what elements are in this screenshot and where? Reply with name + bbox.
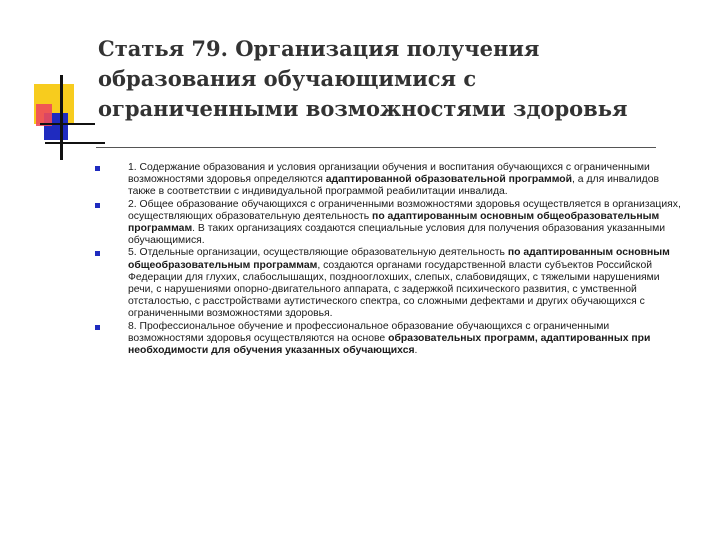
item-text: 1. Содержание образования и условия организации обучения и воспитания обучающихся с ограниченными возможностями здоровья определяются: [128, 162, 650, 186]
bullet-square-icon: [95, 166, 100, 171]
item-text-bold: адаптированной образовательной программой: [325, 174, 572, 186]
bullet-square-icon: [95, 203, 100, 208]
item-text-bold: образовательных программ, адаптированных при необходимости для обучения указанных обучающихся: [128, 332, 651, 357]
slide-title: Статья 79. Организация получения образования обучающимися с ограниченными возможностями здоровья: [98, 36, 628, 121]
item-text-bold: по адаптированным основным общеобразовательным программам: [128, 210, 660, 235]
decor-horizontal-line: [40, 123, 95, 125]
title-divider: [96, 147, 656, 148]
list-item: [112, 162, 684, 199]
bullet-square-icon: [95, 325, 100, 330]
list-item: [112, 321, 684, 358]
list-item: [112, 199, 684, 248]
item-text: 5. Отдельные организации, осуществляющие образовательную деятельность: [128, 247, 508, 259]
decor-horizontal-line-lower: [45, 142, 105, 144]
item-text: .: [414, 345, 418, 357]
item-text: 8. Профессиональное обучение и профессиональное образование обучающихся с ограниченными возможностями здоровья осуществляются на основе: [128, 320, 610, 344]
bullet-square-icon: [95, 251, 100, 256]
item-text: 2. Общее образование обучающихся с ограниченными возможностями здоровья осуществляется в организациях, осуществляющих образовательную деятельность: [128, 198, 681, 222]
item-text: , создаются органами государственной власти субъектов Российской Федерации для глухих, слабослышащих, позднооглохших, слепых, слабовидящих, с тяжелыми нарушениями речи, с нарушениями опорно-двигательного аппарата, с задержкой психического развития, с умственной отсталостью, с расстройствами аутистического спектра, со сложными дефектами и других обучающихся с ограниченными возможностями здоровья.: [128, 259, 660, 320]
item-text: , а для инвалидов также в соответствии с индивидуальной программой реабилитации инвалида.: [128, 174, 660, 198]
item-text: . В таких организациях создаются специальные условия для получения образования указанными обучающимися.: [128, 223, 666, 247]
list-item: [112, 247, 684, 320]
bullet-list: [112, 162, 684, 357]
decor-vertical-line: [60, 75, 63, 160]
item-text-bold: по адаптированным основным общеобразовательным программам: [128, 247, 670, 271]
